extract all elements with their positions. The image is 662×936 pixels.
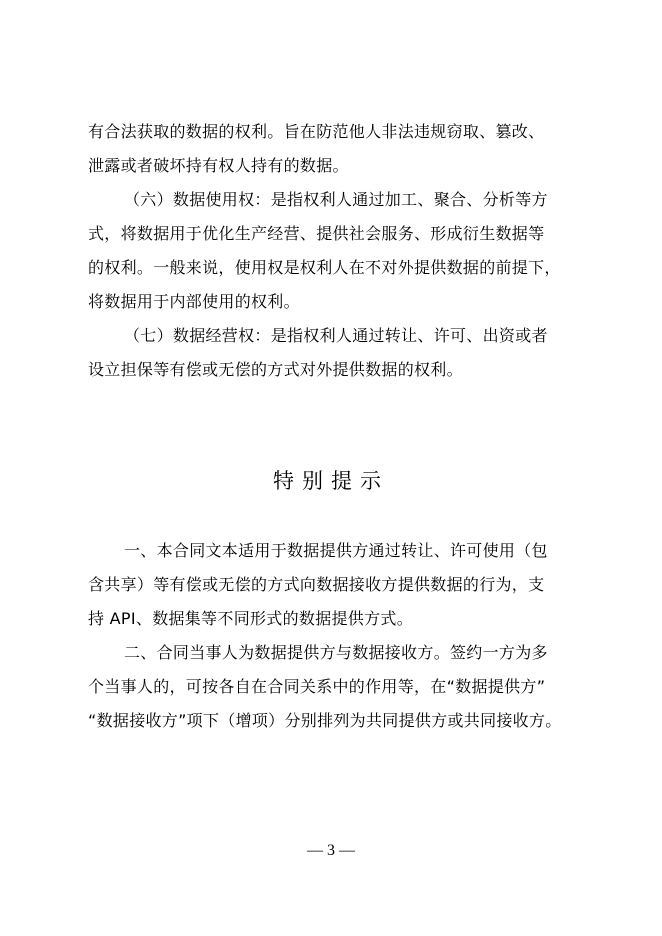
rights-definitions-section [88,115,588,387]
paragraph-line: 泄露或者破坏持有权人持有的数据。 [88,156,349,175]
paragraph-line: （六）数据使用权：是指权利人通过加工、聚合、分析等方 [124,190,548,209]
paragraph-line: 设立担保等有偿或无偿的方式对外提供数据的权利。 [88,360,463,379]
special-notice-section [88,534,588,738]
paragraph-line: （七）数据经营权：是指权利人通过转让、许可、出资或者 [124,326,548,345]
paragraph-line: “数据接收方”项下（增项）分别排列为共同提供方或共同接收方。 [88,711,562,730]
paragraph-line: 持 API、数据集等不同形式的数据提供方式。 [88,609,413,628]
paragraph-line: 个当事人的，可按各自在合同关系中的作用等，在“数据提供方” [88,677,546,696]
paragraph-line: 有合法获取的数据的权利。旨在防范他人非法违规窃取、篡改、 [88,122,545,141]
paragraph-line: 二、合同当事人为数据提供方与数据接收方。签约一方为多 [124,643,548,662]
section-heading: 特别提示 [273,469,389,493]
paragraph-line: 含共享）等有偿或无偿的方式向数据接收方提供数据的行为，支 [88,575,545,594]
paragraph-line: 式，将数据用于优化生产经营、提供社会服务、形成衍生数据等 [88,224,545,243]
paragraph-line: 一、本合同文本适用于数据提供方通过转让、许可使用（包 [124,541,548,560]
page-number: — 3 — [307,842,355,859]
paragraph-line: 的权利。一般来说，使用权是权利人在不对外提供数据的前提下， [88,258,561,277]
paragraph-line: 将数据用于内部使用的权利。 [88,292,300,311]
